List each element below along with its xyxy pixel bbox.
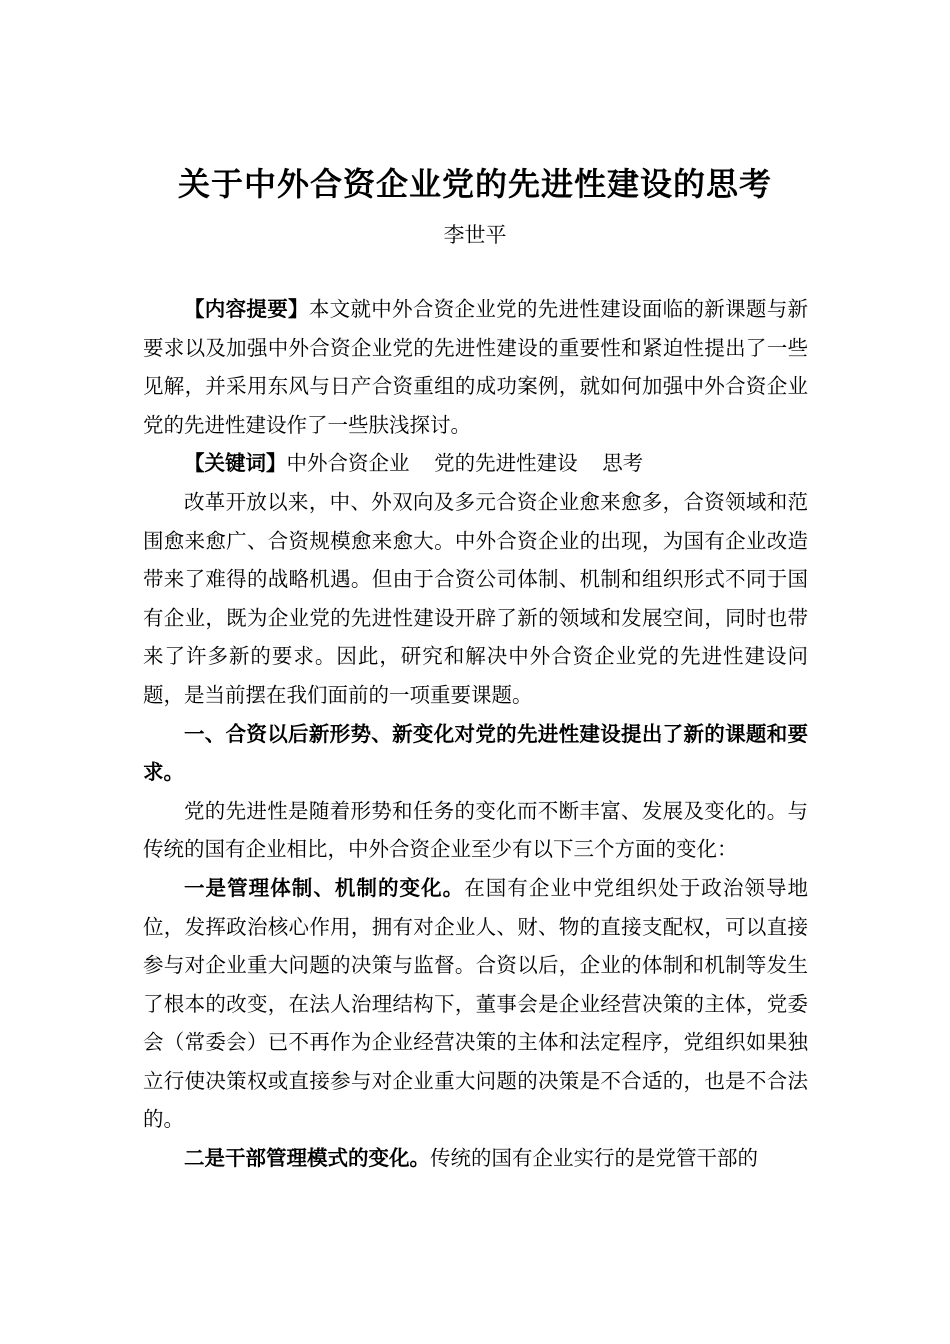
point-paragraph bbox=[143, 1139, 808, 1178]
point-lead: 二是干部管理模式的变化。 bbox=[184, 1146, 430, 1171]
keyword-item: 党的先进性建设 bbox=[434, 451, 578, 476]
keywords-label: 【关键词】 bbox=[184, 451, 287, 476]
keywords-paragraph bbox=[143, 444, 808, 483]
section-intro-paragraph: 党的先进性是随着形势和任务的变化而不断丰富、发展及变化的。与传统的国有企业相比，中外合资企业至少有以下三个方面的变化： bbox=[143, 798, 808, 862]
abstract-text: 本文就中外合资企业党的先进性建设面临的新课题与新要求以及加强中外合资企业党的先进性建设的重要性和紧迫性提出了一些见解，并采用东风与日产合资重组的成功案例，就如何加强中外合资企业党的先进性建设作了一些肤浅探讨。 bbox=[143, 297, 809, 437]
point-text: 在国有企业中党组织处于政治领导地位，发挥政治核心作用，拥有对企业人、财、物的直接支配权，可以直接参与对企业重大问题的决策与监督。合资以后，企业的体制和机制等发生了根本的改变，在法人治理结构下，董事会是企业经营决策的主体，党委会（常委会）已不再作为企业经营决策的主体和法定程序，党组织如果独立行使决策权或直接参与对企业重大问题的决策是不合适的，也是不合法的。 bbox=[143, 875, 809, 1132]
document-title: 关于中外合资企业党的先进性建设的思考 bbox=[177, 165, 772, 203]
section-heading: 一、合资以后新形势、新变化对党的先进性建设提出了新的课题和要求。 bbox=[143, 721, 808, 785]
intro-paragraph: 改革开放以来，中、外双向及多元合资企业愈来愈多，合资领域和范围愈来愈广、合资规模愈来愈大。中外合资企业的出现，为国有企业改造带来了难得的战略机遇。但由于合资公司体制、机制和组织形式不同于国有企业，既为企业党的先进性建设开辟了新的领域和发展空间，同时也带来了许多新的要求。因此，研究和解决中外合资企业党的先进性建设问题，是当前摆在我们面前的一项重要课题。 bbox=[143, 489, 808, 707]
abstract-paragraph bbox=[143, 290, 808, 444]
document-author: 李世平 bbox=[443, 223, 507, 247]
keyword-item: 中外合资企业 bbox=[286, 451, 410, 476]
point-lead: 一是管理体制、机制的变化。 bbox=[184, 875, 465, 900]
abstract-label: 【内容提要】 bbox=[184, 297, 309, 321]
keyword-item: 思考 bbox=[602, 451, 644, 476]
document-body bbox=[143, 290, 808, 1178]
point-paragraph bbox=[143, 869, 808, 1139]
point-text: 传统的国有企业实行的是党管干部的 bbox=[430, 1146, 758, 1171]
